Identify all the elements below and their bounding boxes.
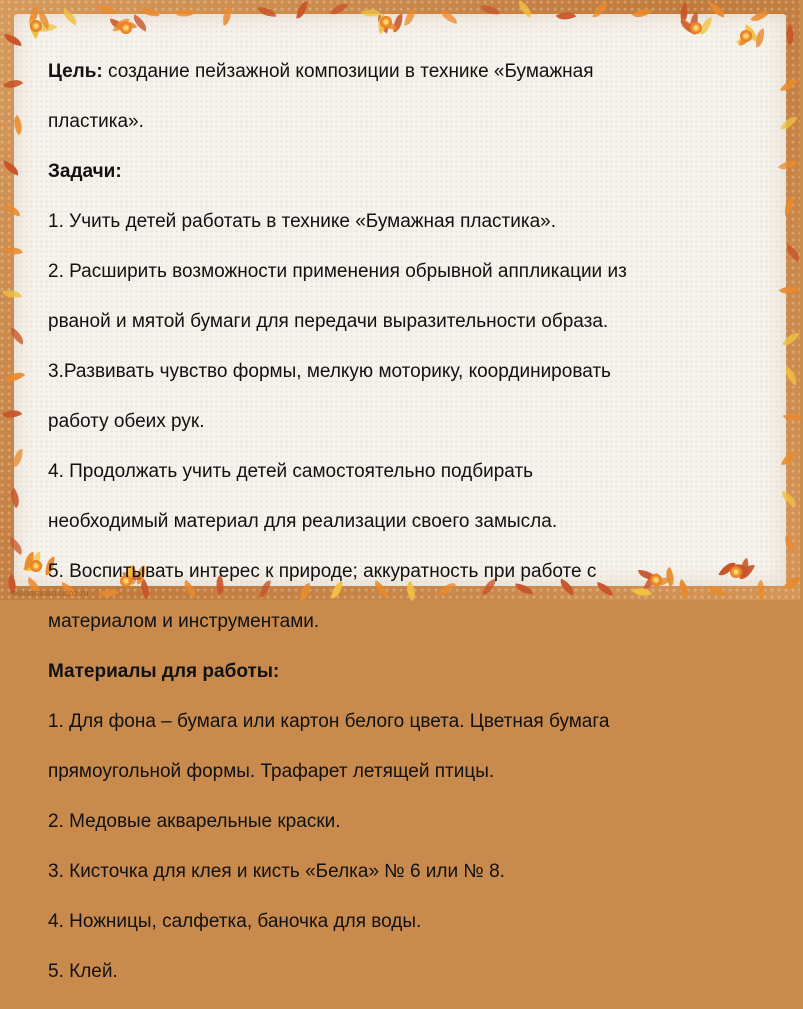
text-line: рваной и мятой бумаги для передачи выразительности образа.: [48, 311, 609, 332]
text-line: 3.Развивать чувство формы, мелкую моторику, координировать: [48, 361, 611, 382]
text-line: пластика».: [48, 111, 144, 132]
text-line: 1. Для фона – бумага или картон белого цвета. Цветная бумага: [48, 711, 610, 732]
watermark: elenaranko.ucoz.ru: [12, 588, 89, 598]
text-line: 1. Учить детей работать в технике «Бумажная пластика».: [48, 211, 556, 232]
text-line: 5. Воспитывать интерес к природе; аккуратность при работе с: [48, 561, 597, 582]
flower-icon: [380, 16, 392, 28]
slide-text: [48, 34, 748, 1009]
text-line: работу обеих рук.: [48, 411, 205, 432]
flower-icon: [690, 22, 702, 34]
text-line: прямоугольной формы. Трафарет летящей птицы.: [48, 761, 495, 782]
flower-icon: [30, 560, 42, 572]
text-line: 2. Расширить возможности применения обрывной аппликации из: [48, 261, 627, 282]
text-line: 2. Медовые акварельные краски.: [48, 811, 341, 832]
text-line: 4. Продолжать учить детей самостоятельно подбирать: [48, 461, 534, 482]
text-line: необходимый материал для реализации своего замысла.: [48, 511, 558, 532]
text-line: материалом и инструментами.: [48, 611, 320, 632]
text-line: Задачи:: [48, 161, 122, 182]
flower-icon: [30, 20, 42, 32]
text-line: 4. Ножницы, салфетка, баночка для воды.: [48, 911, 422, 932]
flower-icon: [120, 22, 132, 34]
text-line: Материалы для работы:: [48, 661, 280, 682]
text-line: 3. Кисточка для клея и кисть «Белка» № 6 или № 8.: [48, 861, 505, 882]
text-line: 5. Клей.: [48, 961, 118, 982]
text-line: Цель: создание пейзажной композиции в технике «Бумажная: [48, 61, 594, 82]
